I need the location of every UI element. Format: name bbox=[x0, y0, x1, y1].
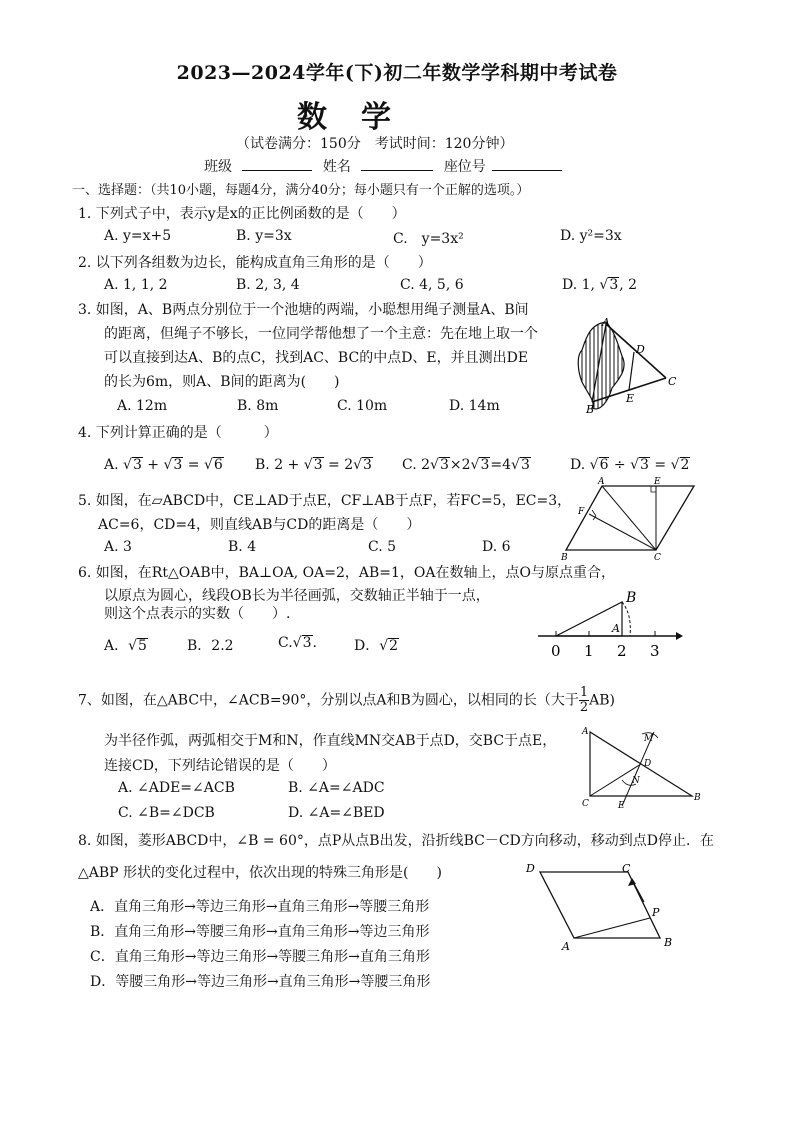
q6-a-rad: 5 bbox=[138, 638, 147, 654]
subject-title: 数学 bbox=[297, 100, 425, 135]
line-de bbox=[629, 352, 634, 390]
q6-c-post: . bbox=[312, 635, 317, 651]
q1-option-a[interactable]: A. y=x+5 bbox=[104, 228, 172, 244]
q3-line4: 的长为6m，则A、B间的距离为( ) bbox=[104, 374, 340, 390]
q3-line3: 可以直接到达A、B的点C，找到AC、BC的中点D、E，并且测出DE bbox=[104, 350, 529, 366]
q8-label-c: C bbox=[622, 862, 631, 875]
q4-c-r1: 3 bbox=[439, 457, 449, 473]
q7-line1 bbox=[78, 686, 615, 715]
q4-d-pre: D. bbox=[570, 457, 586, 473]
q4-c-r2: 3 bbox=[480, 457, 490, 473]
q6-figure bbox=[536, 584, 684, 660]
q6-a-pre: A． bbox=[104, 638, 129, 654]
q7-label-n: N bbox=[632, 776, 640, 786]
q4-b-r1: 3 bbox=[313, 457, 323, 473]
q1-option-d[interactable]: D. y²=3x bbox=[560, 228, 622, 244]
q4-stem: 4. 下列计算正确的是（ ） bbox=[78, 425, 278, 441]
q6-label-a: A bbox=[612, 622, 620, 635]
q6-line1: 6. 如图，在Rt△OAB中，BA⊥OA, OA=2，AB=1，OA在数轴上，点O与原点重合， bbox=[78, 565, 615, 581]
q4-b-r2: 3 bbox=[363, 457, 372, 473]
q2-d-radicand: 3 bbox=[609, 277, 619, 293]
q7-option-a[interactable]: A. ∠ADE=∠ACB bbox=[118, 780, 235, 796]
q3-option-d[interactable]: D. 14m bbox=[449, 398, 500, 414]
q4-a-plus: + bbox=[142, 457, 164, 473]
q7-label-a: A bbox=[582, 727, 589, 737]
q3-line1: 3. 如图，A、B两点分别位于一个池塘的两端，小聪想用绳子测量A、B间 bbox=[78, 302, 529, 318]
q4-b-eq: = bbox=[323, 457, 345, 473]
q5-label-e: E bbox=[654, 477, 661, 487]
q4-a-r3: 6 bbox=[213, 457, 223, 473]
exam-info: （试卷满分：150分 考试时间：120分钟） bbox=[236, 136, 514, 152]
line-cf bbox=[589, 514, 656, 550]
q8-option-c[interactable]: C．直角三角形→等边三角形→等腰三角形→直角三角形 bbox=[90, 949, 430, 965]
q4-option-d[interactable]: D. √6 ÷ √3 = √2 bbox=[570, 457, 690, 473]
exam-title: 2023—2024学年(下)初二年数学学科期中考试卷 bbox=[176, 62, 618, 84]
q1-stem: 1. 下列式子中，表示y是x的正比例函数的是（ ） bbox=[78, 206, 406, 222]
q7-figure bbox=[578, 722, 708, 810]
right-angle-f bbox=[592, 510, 596, 520]
q8-line1: 8. 如图，菱形ABCD中，∠B = 60°，点P从点B出发，沿折线BC－CD方向移动，移动到点D停止．在 bbox=[78, 833, 714, 849]
q3-figure bbox=[572, 316, 684, 416]
q6-option-c[interactable]: C.√3. bbox=[278, 635, 317, 651]
q6-c-rad: 3 bbox=[302, 635, 312, 651]
q3-label-c: C bbox=[668, 375, 677, 388]
q4-c-pre: C. 2 bbox=[402, 457, 431, 473]
arc-ob bbox=[622, 602, 630, 636]
q5-option-d[interactable]: D. 6 bbox=[482, 539, 511, 555]
q4-d-eq: = bbox=[649, 457, 671, 473]
q2-option-b[interactable]: B. 2, 3, 4 bbox=[236, 277, 300, 293]
q4-c-four: 4 bbox=[502, 457, 512, 473]
q1-option-c[interactable]: C. y=3x² bbox=[393, 231, 464, 247]
q7-label-e: E bbox=[618, 801, 625, 810]
q3-option-c[interactable]: C. 10m bbox=[337, 398, 388, 414]
class-blank[interactable] bbox=[242, 156, 312, 171]
q7-line1-pre: 7、如图，在△ABC中，∠ACB=90°，分别以点A和B为圆心，以相同的长（大于 bbox=[78, 692, 579, 709]
q5-option-a[interactable]: A. 3 bbox=[104, 539, 132, 555]
q8-label-d: D bbox=[526, 862, 535, 875]
q2-d-pre: D. 1, bbox=[562, 277, 595, 293]
q4-d-div: ÷ bbox=[609, 457, 631, 473]
q1-option-b[interactable]: B. y=3x bbox=[236, 228, 292, 244]
name-label: 姓名 bbox=[322, 159, 351, 175]
q7-option-d[interactable]: D. ∠A=∠BED bbox=[288, 805, 385, 821]
q5-option-c[interactable]: C. 5 bbox=[368, 539, 397, 555]
q2-option-c[interactable]: C. 4, 5, 6 bbox=[400, 277, 464, 293]
q4-option-a[interactable]: A. √3 + √3 = √6 bbox=[104, 457, 223, 473]
q6-option-d[interactable]: D．√2 bbox=[354, 638, 399, 654]
line-ap bbox=[574, 918, 650, 938]
q8-label-a: A bbox=[562, 940, 570, 953]
q5-label-a: A bbox=[598, 477, 605, 487]
q8-figure bbox=[520, 856, 680, 956]
q4-d-r3: 2 bbox=[680, 457, 690, 473]
q7-label-b: B bbox=[694, 793, 701, 803]
q7-option-c[interactable]: C. ∠B=∠DCB bbox=[118, 805, 215, 821]
section-heading: 一、选择题：（共10小题，每题4分，满分40分；每小题只有一个正解的选项。） bbox=[72, 183, 530, 198]
q7-option-b[interactable]: B. ∠A=∠ADC bbox=[288, 780, 385, 796]
q5-figure bbox=[558, 474, 704, 564]
q2-stem: 2. 以下列各组数为边长，能构成直角三角形的是（ ） bbox=[78, 255, 432, 271]
q6-tick-label-1: 1 bbox=[584, 642, 594, 660]
q3-line2: 的距离，但绳子不够长，一位同学帮他想了一个主意：先在地上取一个 bbox=[104, 326, 538, 342]
q5-label-f: F bbox=[578, 507, 585, 517]
q6-line3: 则这个点表示的实数（ ）. bbox=[104, 606, 291, 622]
q6-d-pre: D． bbox=[354, 638, 380, 654]
q7-label-m: M bbox=[644, 734, 654, 744]
q4-a-r2: 3 bbox=[173, 457, 183, 473]
q3-label-a: A bbox=[602, 316, 610, 329]
q2-option-a[interactable]: A. 1, 1, 2 bbox=[104, 277, 168, 293]
q3-label-b: B bbox=[586, 403, 595, 416]
q8-label-p: P bbox=[652, 906, 660, 919]
q7-frac-num: 1 bbox=[579, 685, 589, 700]
q4-option-b[interactable]: B. 2 + √3 = 2√3 bbox=[255, 457, 372, 473]
q6-tick-label-3: 3 bbox=[650, 642, 660, 660]
line-ac bbox=[602, 486, 656, 550]
q5-line1: 5. 如图，在▱ABCD中，CE⊥AD于点E，CF⊥AB于点F，若FC=5，EC=3， bbox=[78, 493, 572, 509]
q6-tick-label-2: 2 bbox=[617, 642, 627, 660]
q5-line2: AC=6，CD=4，则直线AB与CD的距离是（ ） bbox=[98, 517, 421, 533]
q7-label-d: D bbox=[644, 759, 652, 769]
q7-line2: 为半径作弧，两弧相交于M和N，作直线MN交AB于点D，交BC于点E， bbox=[104, 733, 557, 749]
q6-tick-label-0: 0 bbox=[551, 642, 561, 660]
q4-a-r1: 3 bbox=[132, 457, 142, 473]
q3-option-a[interactable]: A. 12m bbox=[117, 398, 168, 414]
q6-c-pre: C. bbox=[278, 635, 293, 651]
seat-blank[interactable] bbox=[492, 156, 562, 171]
q4-option-c[interactable]: C. 2√3×2√3=4√3 bbox=[402, 457, 530, 473]
q4-a-pre: A. bbox=[104, 457, 119, 473]
q6-label-b: B bbox=[626, 590, 637, 606]
q3-label-d: D bbox=[636, 343, 645, 356]
q8-label-b: B bbox=[664, 936, 673, 949]
q7-label-c: C bbox=[582, 799, 589, 809]
q6-d-rad: 2 bbox=[389, 638, 399, 654]
q6-line2: 以原点为圆心，线段OB长为半径画弧，交数轴正半轴于一点， bbox=[104, 588, 490, 604]
q4-d-r2: 3 bbox=[640, 457, 649, 473]
student-info-row bbox=[204, 156, 562, 176]
q5-label-c: C bbox=[654, 553, 661, 563]
q4-c-r3: 3 bbox=[520, 457, 530, 473]
name-blank[interactable] bbox=[361, 156, 433, 171]
q6-option-b[interactable]: B．2.2 bbox=[187, 638, 234, 654]
q7-frac-den: 2 bbox=[579, 700, 589, 715]
seat-label: 座位号 bbox=[443, 159, 486, 175]
rhombus-abcd bbox=[540, 872, 660, 938]
q5-option-b[interactable]: B. 4 bbox=[228, 539, 257, 555]
q4-d-r1: 6 bbox=[599, 457, 609, 473]
q4-b-pre: B. 2 + bbox=[255, 457, 300, 473]
q8-option-d[interactable]: D．等腰三角形→等边三角形→直角三角形→等腰三角形 bbox=[90, 974, 431, 990]
q3-label-e: E bbox=[626, 392, 635, 405]
q6-option-a[interactable]: A．√5 bbox=[104, 638, 147, 654]
q8-line2: △ABP 形状的变化过程中，依次出现的特殊三角形是( ) bbox=[78, 865, 442, 881]
q5-label-b: B bbox=[561, 553, 568, 563]
q7-line3: 连接CD，下列结论错误的是（ ） bbox=[104, 758, 336, 774]
q8-option-a[interactable]: A．直角三角形→等边三角形→直角三角形→等腰三角形 bbox=[90, 899, 430, 915]
q8-option-b[interactable]: B．直角三角形→等腰三角形→直角三角形→等边三角形 bbox=[90, 924, 430, 940]
q2-d-post: , 2 bbox=[619, 277, 638, 293]
parallelogram-abcd bbox=[566, 486, 694, 550]
q3-option-b[interactable]: B. 8m bbox=[237, 398, 279, 414]
q2-option-d[interactable]: D. 1, √3, 2 bbox=[562, 277, 638, 293]
number-line-arrow bbox=[676, 632, 683, 640]
class-label: 班级 bbox=[204, 159, 232, 175]
q7-line1-post: AB) bbox=[589, 692, 615, 709]
q4-c-times: ×2 bbox=[449, 457, 471, 473]
q7-fraction bbox=[579, 686, 589, 715]
q4-a-eq: = bbox=[183, 457, 204, 473]
